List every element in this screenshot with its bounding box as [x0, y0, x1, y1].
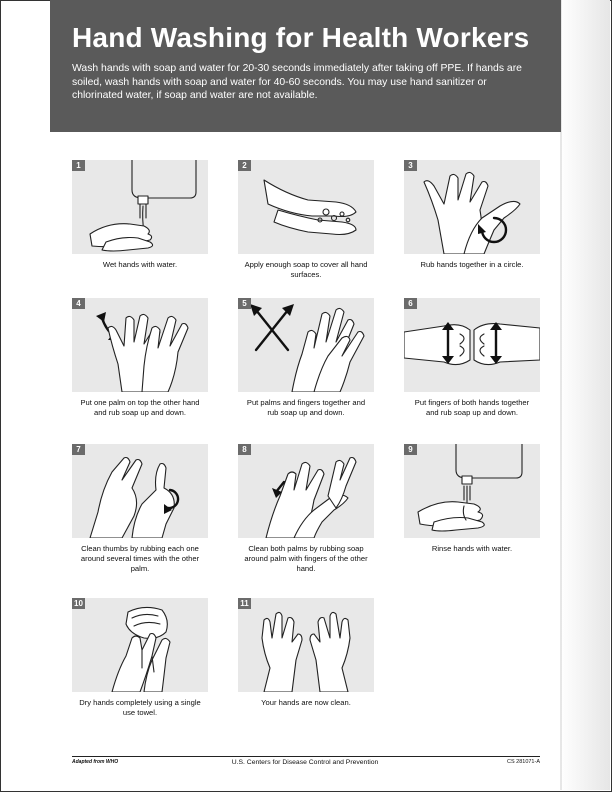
footer-source: Adapted from WHO: [72, 759, 119, 765]
step-card-3: [404, 160, 540, 270]
step-illustration-1: [72, 160, 208, 254]
step-caption: Put palms and fingers together and rub soap up and down.: [246, 398, 366, 417]
step-illustration-8: [238, 444, 374, 538]
step-illustration-5: [238, 298, 374, 392]
step-caption: Rub hands together in a circle.: [420, 260, 524, 269]
step-card-2: [238, 160, 374, 280]
step-caption: Clean both palms by rubbing soap around palm with fingers of the other hand.: [244, 544, 368, 573]
rinse-hands-icon: [404, 444, 540, 538]
step-card-1: [72, 160, 208, 270]
step-number: 4: [72, 298, 85, 309]
page-shadow: [560, 0, 610, 790]
step-card-6: [404, 298, 540, 418]
step-number: 8: [238, 444, 251, 455]
page-title: Hand Washing for Health Workers: [72, 22, 530, 53]
palm-over-hand-icon: [72, 298, 208, 392]
step-card-9: [404, 444, 540, 554]
step-card-5: [238, 298, 374, 418]
step-illustration-9: [404, 444, 540, 538]
step-illustration-3: [404, 160, 540, 254]
step-caption: Put one palm on top the other hand and rub soap up and down.: [80, 398, 200, 417]
step-number: 6: [404, 298, 417, 309]
step-caption: Put fingers of both hands together and rub soap up and down.: [414, 398, 530, 417]
step-number: 11: [238, 598, 251, 609]
step-number: 3: [404, 160, 417, 171]
step-number: 5: [238, 298, 251, 309]
step-card-11: [238, 598, 374, 708]
step-card-10: [72, 598, 208, 718]
step-caption: Rinse hands with water.: [431, 544, 513, 553]
step-number: 1: [72, 160, 85, 171]
step-card-7: [72, 444, 208, 574]
intro-text: Wash hands with soap and water for 20-30 seconds immediately after taking off PPE. If hands are soiled, wash hands with soap and water for 40-60 seconds. You may use hand sanitizer or chlorinated water, if soap and water are not available.: [72, 63, 522, 102]
towel-dry-icon: [72, 598, 208, 692]
interlaced-fingers-icon: [238, 298, 374, 392]
step-illustration-7: [72, 444, 208, 538]
step-number: 2: [238, 160, 251, 171]
footer-divider: [72, 756, 540, 757]
step-number: 7: [72, 444, 85, 455]
step-illustration-10: [72, 598, 208, 692]
circle-rub-icon: [404, 160, 540, 254]
faucet-hands-icon: [72, 160, 208, 254]
step-caption: Wet hands with water.: [102, 260, 178, 269]
footer-agency: U.S. Centers for Disease Control and Prevention: [231, 759, 379, 766]
step-illustration-4: [72, 298, 208, 392]
palm-scrub-icon: [238, 444, 374, 538]
step-caption: Clean thumbs by rubbing each one around several times with the other palm.: [80, 544, 200, 573]
thumb-rub-icon: [72, 444, 208, 538]
step-number: 10: [72, 598, 85, 609]
step-illustration-11: [238, 598, 374, 692]
step-illustration-2: [238, 160, 374, 254]
step-illustration-6: [404, 298, 540, 392]
step-caption: Your hands are now clean.: [261, 698, 351, 707]
step-number: 9: [404, 444, 417, 455]
header-banner: [50, 0, 561, 132]
clean-hands-icon: [238, 598, 374, 692]
fingertips-rub-icon: [404, 298, 540, 392]
step-card-8: [238, 444, 374, 574]
step-card-4: [72, 298, 208, 418]
footer-code: CS 281071-A: [506, 759, 540, 765]
step-caption: Apply enough soap to cover all hand surfaces.: [244, 260, 368, 279]
soap-hands-icon: [238, 160, 374, 254]
step-caption: Dry hands completely using a single use towel.: [79, 698, 201, 717]
